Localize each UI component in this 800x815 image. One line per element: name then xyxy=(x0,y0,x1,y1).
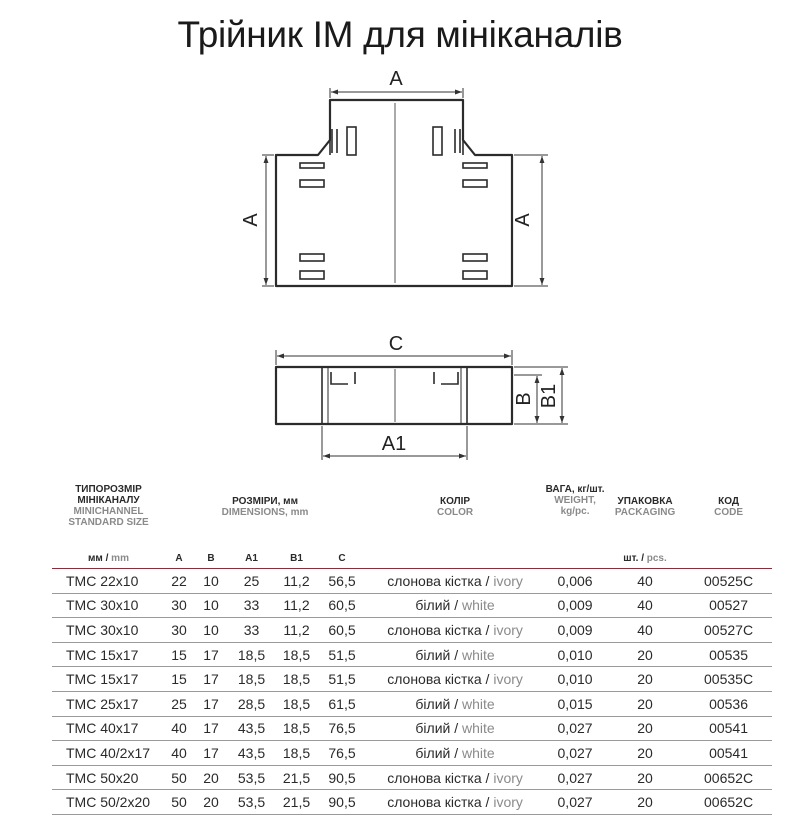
cell-a: 50 xyxy=(165,790,193,815)
spec-table xyxy=(52,484,772,815)
cell-pack: 20 xyxy=(605,642,685,667)
cell-weight: 0,027 xyxy=(545,790,605,815)
cell-pack: 20 xyxy=(605,716,685,741)
cell-a1: 53,5 xyxy=(229,790,274,815)
cell-a: 15 xyxy=(165,667,193,692)
color-ua: білий / xyxy=(415,646,462,663)
cell-b1: 18,5 xyxy=(274,642,319,667)
cell-code: 00652C xyxy=(685,790,772,815)
cell-size: TMC 40x17 xyxy=(52,716,165,741)
label-a-right: A xyxy=(512,213,534,227)
cell-size: TMC 30x10 xyxy=(52,618,165,643)
cell-a1: 53,5 xyxy=(229,765,274,790)
cell-code: 00541 xyxy=(685,741,772,766)
cell-code: 00535 xyxy=(685,642,772,667)
cell-color xyxy=(365,716,545,741)
cell-color xyxy=(365,765,545,790)
header-weight: ВАГА, кг/шт. WEIGHT, kg/pc. xyxy=(545,484,605,517)
color-ua: слонова кістка / xyxy=(387,572,494,589)
unit-weight-empty xyxy=(545,548,605,569)
cell-a1: 18,5 xyxy=(229,642,274,667)
unit-color-empty xyxy=(365,548,545,569)
color-ua: білий / xyxy=(415,744,462,761)
cell-c: 76,5 xyxy=(319,741,365,766)
tee-top-view-details xyxy=(300,103,487,283)
cell-a: 25 xyxy=(165,691,193,716)
dimension-a-left xyxy=(262,155,274,286)
cell-b: 17 xyxy=(193,691,229,716)
cell-a: 30 xyxy=(165,618,193,643)
cell-b1: 11,2 xyxy=(274,618,319,643)
cell-pack: 20 xyxy=(605,741,685,766)
cell-size: TMC 50/2x20 xyxy=(52,790,165,815)
cell-b1: 21,5 xyxy=(274,790,319,815)
table-row xyxy=(52,716,772,741)
table-row xyxy=(52,569,772,594)
cell-b: 17 xyxy=(193,741,229,766)
unit-a1: A1 xyxy=(229,548,274,569)
color-en: ivory xyxy=(493,769,523,786)
cell-pack: 40 xyxy=(605,593,685,618)
cell-c: 76,5 xyxy=(319,716,365,741)
cell-a: 30 xyxy=(165,593,193,618)
cell-b: 20 xyxy=(193,765,229,790)
unit-c: C xyxy=(319,548,365,569)
cell-color xyxy=(365,618,545,643)
color-en: ivory xyxy=(493,621,523,638)
cell-code: 00536 xyxy=(685,691,772,716)
cell-c: 60,5 xyxy=(319,593,365,618)
table-header-row xyxy=(52,484,772,548)
unit-b1: B1 xyxy=(274,548,319,569)
table-row xyxy=(52,790,772,815)
color-en: white xyxy=(462,646,495,663)
color-ua: слонова кістка / xyxy=(387,671,494,688)
unit-code-empty xyxy=(685,548,772,569)
cell-c: 51,5 xyxy=(319,667,365,692)
cell-a: 22 xyxy=(165,569,193,594)
cell-color xyxy=(365,691,545,716)
cell-c: 56,5 xyxy=(319,569,365,594)
cell-b1: 18,5 xyxy=(274,691,319,716)
cell-weight: 0,010 xyxy=(545,667,605,692)
cell-b1: 18,5 xyxy=(274,667,319,692)
cell-weight: 0,006 xyxy=(545,569,605,594)
color-en: white xyxy=(462,695,495,712)
unit-mm: мм / mm xyxy=(52,548,165,569)
header-dimensions: РОЗМІРИ, мм DIMENSIONS, mm xyxy=(221,496,309,518)
color-en: white xyxy=(462,744,495,761)
table-units-row xyxy=(52,548,772,569)
color-ua: слонова кістка / xyxy=(387,794,494,811)
table-row xyxy=(52,741,772,766)
cell-code: 00535C xyxy=(685,667,772,692)
cell-a1: 25 xyxy=(229,569,274,594)
cell-code: 00652C xyxy=(685,765,772,790)
cell-b1: 21,5 xyxy=(274,765,319,790)
cell-pack: 40 xyxy=(605,618,685,643)
color-en: ivory xyxy=(493,794,523,811)
unit-b: B xyxy=(193,548,229,569)
cell-size: TMC 40/2x17 xyxy=(52,741,165,766)
cell-code: 00527C xyxy=(685,618,772,643)
cell-size: TMC 15x17 xyxy=(52,667,165,692)
cell-pack: 40 xyxy=(605,569,685,594)
header-color: КОЛІР COLOR xyxy=(436,496,474,518)
cell-size: TMC 25x17 xyxy=(52,691,165,716)
table-row xyxy=(52,618,772,643)
cell-color xyxy=(365,642,545,667)
color-en: ivory xyxy=(493,671,523,688)
table-row xyxy=(52,691,772,716)
cell-weight: 0,027 xyxy=(545,765,605,790)
cell-b: 17 xyxy=(193,642,229,667)
color-ua: білий / xyxy=(415,597,462,614)
cell-weight: 0,027 xyxy=(545,741,605,766)
color-ua: слонова кістка / xyxy=(387,621,494,638)
cell-code: 00525C xyxy=(685,569,772,594)
color-ua: слонова кістка / xyxy=(387,769,494,786)
cell-pack: 20 xyxy=(605,667,685,692)
cell-b: 20 xyxy=(193,790,229,815)
header-code: КОД CODE xyxy=(714,496,743,518)
cell-code: 00527 xyxy=(685,593,772,618)
cell-b: 17 xyxy=(193,716,229,741)
cell-color xyxy=(365,667,545,692)
cell-size: TMC 15x17 xyxy=(52,642,165,667)
color-ua: білий / xyxy=(415,720,462,737)
cell-weight: 0,009 xyxy=(545,618,605,643)
cell-b1: 11,2 xyxy=(274,569,319,594)
cell-b: 17 xyxy=(193,667,229,692)
cell-a1: 43,5 xyxy=(229,716,274,741)
tee-top-view xyxy=(276,100,512,286)
tee-side-view xyxy=(276,367,512,424)
cell-a1: 28,5 xyxy=(229,691,274,716)
cell-b: 10 xyxy=(193,618,229,643)
cell-a1: 43,5 xyxy=(229,741,274,766)
header-packaging: УПАКОВКА PACKAGING xyxy=(614,496,676,518)
label-c: C xyxy=(388,333,404,355)
table-row xyxy=(52,765,772,790)
unit-a: A xyxy=(165,548,193,569)
tee-side-view-details xyxy=(322,367,467,424)
cell-c: 60,5 xyxy=(319,618,365,643)
cell-weight: 0,009 xyxy=(545,593,605,618)
cell-weight: 0,027 xyxy=(545,716,605,741)
color-en: white xyxy=(462,720,495,737)
unit-pcs: шт. / pcs. xyxy=(605,548,685,569)
cell-a: 50 xyxy=(165,765,193,790)
cell-color xyxy=(365,741,545,766)
cell-c: 61,5 xyxy=(319,691,365,716)
cell-a1: 33 xyxy=(229,593,274,618)
cell-a1: 33 xyxy=(229,618,274,643)
label-a1: A1 xyxy=(381,433,407,455)
table-row xyxy=(52,642,772,667)
cell-b: 10 xyxy=(193,569,229,594)
cell-c: 51,5 xyxy=(319,642,365,667)
table-row xyxy=(52,667,772,692)
cell-color xyxy=(365,593,545,618)
cell-pack: 20 xyxy=(605,765,685,790)
cell-pack: 20 xyxy=(605,691,685,716)
cell-c: 90,5 xyxy=(319,790,365,815)
table-row xyxy=(52,593,772,618)
label-a-top: A xyxy=(389,68,403,90)
cell-b: 10 xyxy=(193,593,229,618)
color-en: ivory xyxy=(493,572,523,589)
cell-b1: 18,5 xyxy=(274,716,319,741)
table-body xyxy=(52,569,772,815)
cell-code: 00541 xyxy=(685,716,772,741)
cell-c: 90,5 xyxy=(319,765,365,790)
cell-b1: 18,5 xyxy=(274,741,319,766)
cell-a: 15 xyxy=(165,642,193,667)
cell-a1: 18,5 xyxy=(229,667,274,692)
label-b1: B1 xyxy=(538,383,560,409)
color-en: white xyxy=(462,597,495,614)
label-b: B xyxy=(513,392,535,406)
cell-pack: 20 xyxy=(605,790,685,815)
cell-a: 40 xyxy=(165,716,193,741)
cell-size: TMC 30x10 xyxy=(52,593,165,618)
cell-b1: 11,2 xyxy=(274,593,319,618)
page-title: Трійник IM для мініканалів xyxy=(177,14,623,55)
cell-weight: 0,010 xyxy=(545,642,605,667)
color-ua: білий / xyxy=(415,695,462,712)
header-size: ТИПОРОЗМІР МІНІКАНАЛУ MINICHANNEL STANDARD SIZE xyxy=(68,484,149,528)
cell-size: TMC 50x20 xyxy=(52,765,165,790)
cell-color xyxy=(365,790,545,815)
cell-size: TMC 22x10 xyxy=(52,569,165,594)
cell-a: 40 xyxy=(165,741,193,766)
cell-color xyxy=(365,569,545,594)
cell-weight: 0,015 xyxy=(545,691,605,716)
label-a-left: A xyxy=(240,213,262,227)
